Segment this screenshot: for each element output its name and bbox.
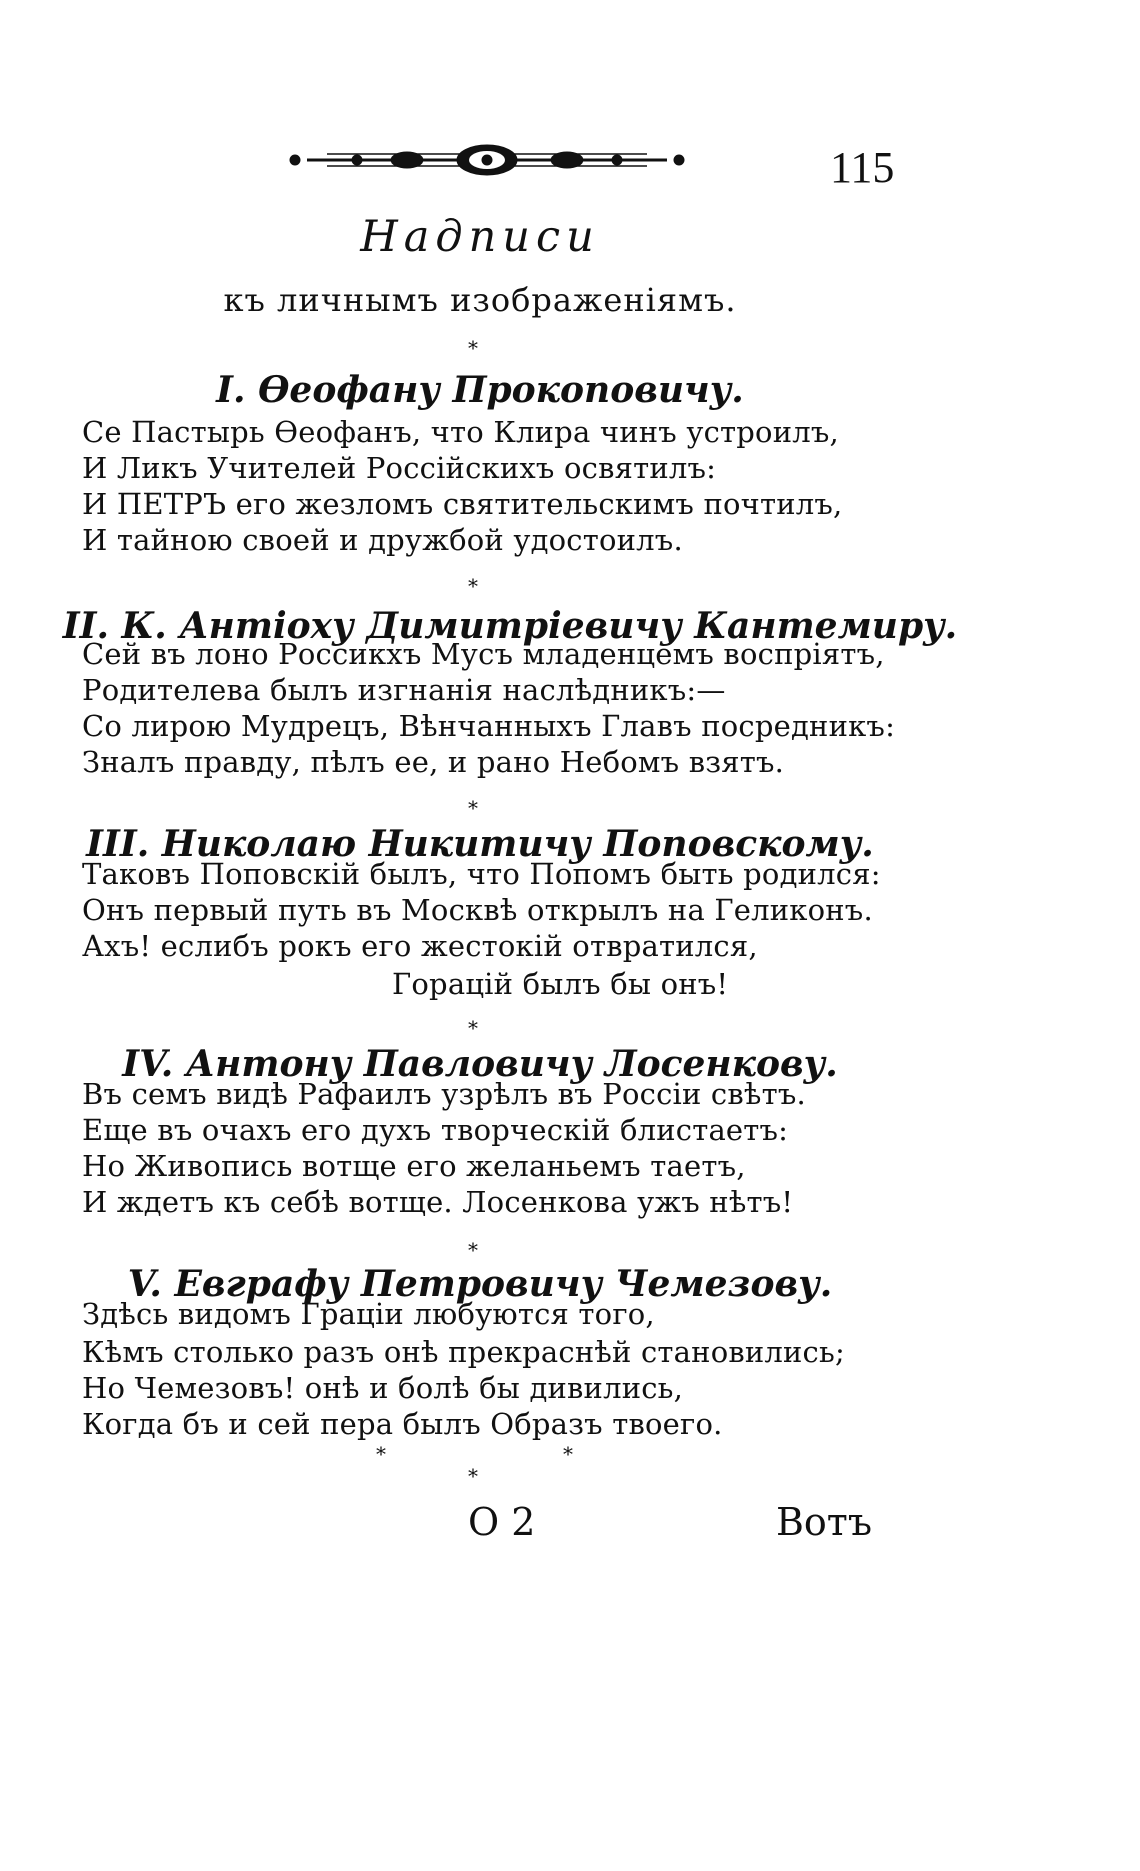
verse-line: Въ семъ видѣ Рафаилъ узрѣлъ въ Россіи свѣтъ. [82,1077,806,1111]
page-number: 115 [830,143,895,192]
verse-line: Ахъ! еслибъ рокъ его жестокій отвратился, [82,929,758,963]
verse-line: Когда бъ и сей пера былъ Образъ твоего. [82,1407,723,1441]
section-star: * [468,336,478,360]
verse-line: И ПЕТРЪ его жезломъ святительскимъ почтилъ, [82,487,843,521]
verse-line: Горацій былъ бы онъ! [392,967,729,1001]
signature-mark: О 2 [468,1500,536,1544]
verse-line: Но Чемезовъ! онѣ и болѣ бы дивились, [82,1371,684,1405]
verse-line: Таковъ Поповскій былъ, что Попомъ быть родился: [82,857,881,891]
verse-line: И тайною своей и дружбой удостоилъ. [82,523,683,557]
verse-line: Се Пастырь Ѳеофанъ, что Клира чинъ устроилъ, [82,415,839,449]
verse-line: Родителева былъ изгнанія наслѣдникъ:— [82,673,726,707]
section-heading: I. Ѳеофану Прокоповичу. [216,369,744,411]
page-subtitle: къ личнымъ изображеніямъ. [223,281,737,319]
section-star: * [468,1238,478,1262]
asterism-star: * [376,1442,386,1466]
asterism-star: * [563,1442,573,1466]
verse-line: Со лирою Мудрецъ, Вѣнчанныхъ Главъ посредникъ: [82,709,896,743]
section-star: * [468,1016,478,1040]
verse-line: Онъ первый путь въ Москвѣ открылъ на Геликонъ. [82,893,873,927]
catchword: Вотъ [776,1500,873,1544]
section-star: * [468,796,478,820]
page-title: Надписи [360,212,600,262]
section-star: * [468,574,478,598]
verse-line: Но Живопись вотще его желаньемъ таетъ, [82,1149,746,1183]
verse-line: Кѣмъ столько разъ онѣ прекраснѣй становились; [82,1335,845,1369]
section-heading: V. Евграфу Петровичу Чемезову. [127,1263,833,1305]
section-heading: IV. Антону Павловичу Лосенкову. [122,1043,838,1085]
verse-line: Еще въ очахъ его духъ творческій блистаетъ: [82,1113,789,1147]
verse-line: Сей въ лоно Россикхъ Мусъ младенцемъ воспріятъ, [82,637,885,671]
verse-line: И ждетъ къ себѣ вотще. Лосенкова ужъ нѣтъ! [82,1185,794,1219]
asterism-star: * [468,1464,478,1488]
verse-line: Зналъ правду, пѣлъ ее, и рано Небомъ взятъ. [82,745,785,779]
section-heading: III. Николаю Никитичу Поповскому. [86,823,874,865]
section-heading: II. К. Антіоху Димитріевичу Кантемиру. [62,605,958,647]
verse-line: И Ликъ Учителей Россійскихъ освятилъ: [82,451,717,485]
verse-line: Здѣсь видомъ Граціи любуются того, [82,1297,655,1331]
header-ornament [287,140,687,180]
